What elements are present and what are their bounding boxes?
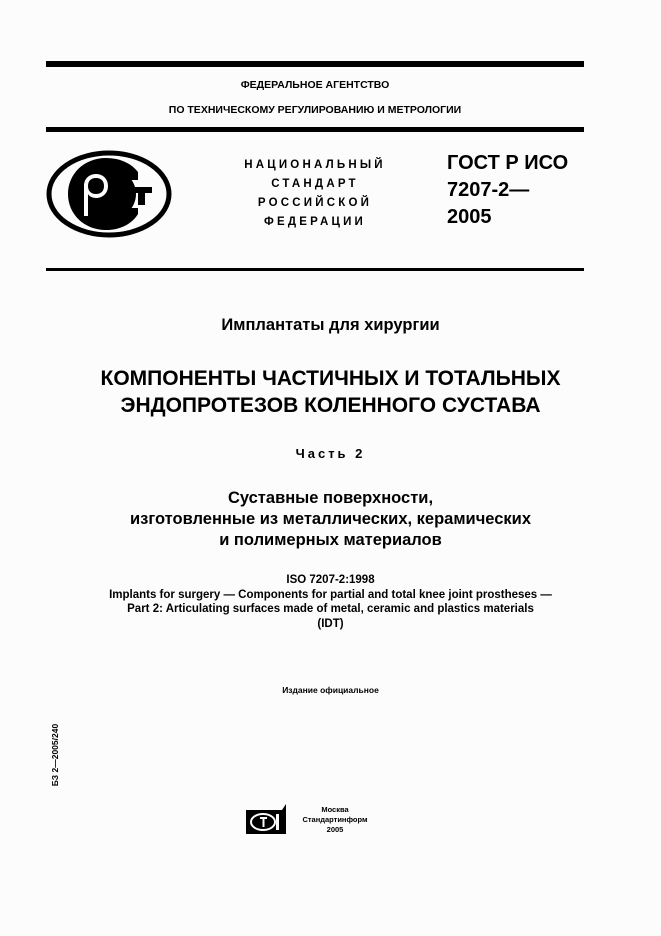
designation-line: ГОСТ Р ИСО (447, 152, 569, 174)
designation-line: 7207-2— (447, 179, 530, 201)
part-title-line: и полимерных материалов (219, 531, 442, 549)
main-title-line: КОМПОНЕНТЫ ЧАСТИЧНЫХ И ТОТАЛЬНЫХ (100, 367, 561, 390)
publisher-info (300, 805, 370, 835)
publisher-city: Москва (321, 805, 349, 814)
national-line: РОССИЙСКОЙ (257, 197, 373, 209)
main-title-line: ЭНДОПРОТЕЗОВ КОЛЕННОГО СУСТАВА (120, 394, 541, 417)
main-title (0, 365, 661, 419)
iso-line: Part 2: Articulating surfaces made of metal, ceramic and plastics materials (127, 603, 534, 615)
designation-line: 2005 (447, 206, 492, 228)
standard-designation (447, 150, 568, 231)
publisher-year: 2005 (326, 825, 344, 834)
publisher-name: Стандартинформ (302, 815, 368, 824)
part-title-line: Суставные поверхности, (227, 489, 434, 507)
header-bottom-rule (46, 268, 584, 271)
agency-line-2: ПО ТЕХНИЧЕСКОМУ РЕГУЛИРОВАНИЮ И МЕТРОЛОГИИ (168, 104, 462, 116)
agency-line-1: ФЕДЕРАЛЬНОЕ АГЕНТСТВО (240, 79, 390, 91)
national-line: СТАНДАРТ (271, 178, 359, 190)
subject-title: Имплантаты для хирургии (221, 316, 440, 334)
national-line: НАЦИОНАЛЬНЫЙ (244, 159, 386, 171)
top-rule (46, 61, 584, 67)
side-catalog-code: БЗ 2—2005/240 (50, 723, 60, 787)
iso-line: (IDT) (317, 617, 344, 630)
part-label: Часть 2 (295, 446, 366, 461)
edition-label: Издание официальное (282, 685, 379, 695)
part-title (0, 488, 661, 551)
iso-line: ISO 7207-2:1998 (286, 574, 375, 586)
national-line: ФЕДЕРАЦИИ (263, 216, 367, 228)
part-title-line: изготовленные из металлических, керамических (129, 510, 531, 528)
national-standard-label (210, 156, 420, 232)
iso-line: Implants for surgery — Components for partial and total knee joint prostheses — (109, 588, 552, 601)
gost-r-logo-icon (46, 150, 172, 238)
iso-reference (0, 573, 661, 631)
standartinform-logo-icon (246, 804, 286, 834)
agency-bottom-rule (46, 127, 584, 132)
